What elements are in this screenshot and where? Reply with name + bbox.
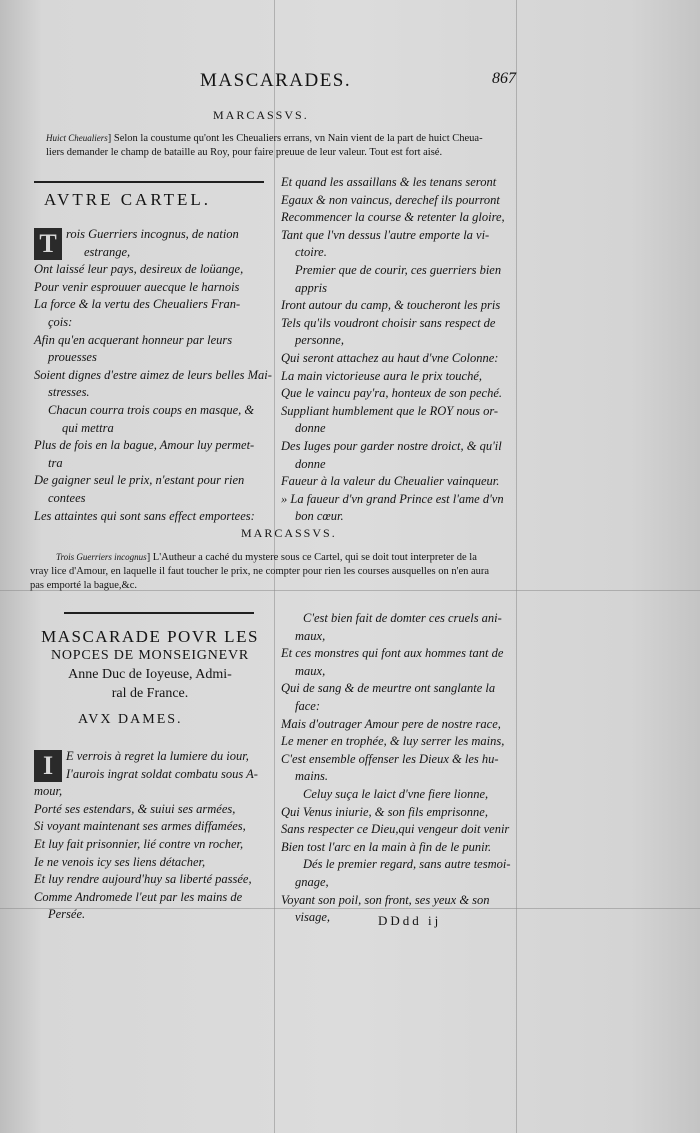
verse-line: prouesses — [48, 350, 97, 365]
verse-line: mour, — [34, 784, 63, 799]
verse-line: stresses. — [48, 385, 90, 400]
signature-mark: DDdd ij — [378, 913, 442, 928]
verse-line: Et ces monstres qui font aux hommes tant de — [281, 646, 504, 661]
verse-line: Persée. — [48, 907, 86, 922]
cartel-right-column — [281, 174, 517, 526]
cartel-left-column — [34, 226, 272, 525]
verse-line: Tant que l'vn dessus l'autre emporte la vi- — [281, 227, 490, 242]
verse-line: Qui seront attachez au haut d'vne Colonne: — [281, 350, 499, 365]
verse-line: Afin qu'en acquerant honneur par leurs — [34, 332, 233, 347]
verse-line: C'est bien fait de domter ces cruels ani- — [303, 611, 502, 625]
note-text: ] Selon la coustume qu'ont les Cheualiers errans, vn Nain vient de la part de huict Cheua- — [107, 133, 483, 144]
verse-line: donne — [295, 456, 326, 471]
verse-line: maux, — [295, 628, 326, 643]
verse-line: Celuy suça le laict d'vne fiere lionne, — [303, 786, 489, 801]
verse-line: Mais d'outrager Amour pere de nostre race, — [281, 716, 501, 731]
mascarade-title — [30, 627, 270, 703]
verse-line: Tels qu'ils voudront choisir sans respect de — [281, 315, 496, 330]
drop-cap: T — [34, 228, 62, 260]
section-rule — [34, 181, 264, 183]
verse-line: Qui de sang & de meurtre ont sanglante la — [281, 681, 496, 696]
verse-line: Des Iuges pour garder nostre droict, & qu'il — [281, 438, 502, 453]
title-line: ral de France. — [111, 686, 189, 701]
verse-line: Bien tost l'arc en la main à fin de le punir. — [281, 839, 492, 854]
annotation-note — [46, 131, 516, 160]
verse-line: Porté ses estendars, & suiui ses armées, — [34, 801, 236, 816]
page-number: 867 — [492, 70, 516, 87]
annotation-note — [30, 550, 520, 593]
verse-line: E verrois à regret la lumiere du iour, — [66, 749, 249, 763]
verse-line: Et luy rendre aujourd'huy sa liberté passée, — [34, 872, 252, 887]
verse-line: Egaux & non vaincus, derechef ils pourront — [281, 192, 500, 207]
note-text: ] L'Autheur a caché du mystere sous ce Cartel, qui se doit tout interpreter de la — [146, 552, 477, 563]
verse-line: Suppliant humblement que le ROY nous or- — [281, 403, 499, 418]
verse-line: Le mener en trophée, & luy serrer les mains, — [281, 734, 505, 749]
title-line: MASCARADE POVR LES — [41, 627, 259, 646]
subtitle: AVX DAMES. — [78, 712, 183, 727]
section-heading: MARCASSVS. — [213, 108, 309, 122]
verse-line: La main victorieuse aura le prix touché, — [281, 368, 483, 383]
verse-line: maux, — [295, 663, 326, 678]
verse-line: donne — [295, 421, 326, 436]
verse-line: Les attaintes qui sont sans effect emportees: — [34, 508, 255, 523]
note-key: Huict Cheualiers — [46, 133, 108, 143]
verse-line: tra — [48, 455, 63, 470]
verse-line: Chacun courra trois coups en masque, & — [48, 402, 255, 417]
verse-line: Si voyant maintenant ses armes diffamées, — [34, 819, 246, 834]
verse-line: Ie ne venois icy ses liens détacher, — [34, 854, 206, 869]
running-head: MASCARADES. — [200, 70, 352, 91]
verse-line: bon cœur. — [295, 509, 344, 524]
verse-line: Qui Venus iniurie, & son fils emprisonne, — [281, 804, 488, 819]
verse-line: mains. — [295, 769, 328, 784]
verse-line: Et quand les assaillans & les tenans seront — [281, 175, 497, 189]
verse-line: Recommencer la course & retenter la gloire, — [281, 210, 505, 225]
mascarade-right-column — [281, 610, 517, 927]
verse-line: La force & la vertu des Cheualiers Fran- — [34, 297, 241, 312]
section-rule — [64, 612, 254, 614]
verse-line: gnage, — [295, 874, 329, 889]
verse-line: contees — [48, 490, 86, 505]
verse-line: » La faueur d'vn grand Prince est l'ame d'vn — [281, 491, 504, 506]
section-heading: MARCASSVS. — [241, 526, 337, 540]
note-text: liers demander le champ de bataille au Roy, pour faire preuue de leur valeur. Tout est fort aisé. — [46, 147, 443, 158]
verse-line: face: — [295, 698, 320, 713]
note-text: pas emporté la bague,&c. — [30, 580, 137, 591]
verse-line: Sans respecter ce Dieu,qui vengeur doit venir — [281, 822, 510, 837]
verse-line: estrange, — [84, 244, 131, 259]
mascarade-left-column — [34, 748, 269, 924]
verse-line: Premier que de courir, ces guerriers bien — [295, 262, 502, 277]
title-line: NOPCES DE MONSEIGNEVR — [50, 648, 250, 663]
verse-line: Que le vaincu pay'ra, honteux de son peché. — [281, 386, 503, 401]
verse-line: De gaigner seul le prix, n'estant pour rien — [34, 473, 245, 488]
verse-line: Soient dignes d'estre aimez de leurs belles Mai- — [34, 367, 272, 382]
drop-cap: I — [34, 750, 62, 782]
verse-line: I'aurois ingrat soldat combatu sous A- — [66, 766, 258, 781]
verse-line: Pour venir esprouuer auecque le harnois — [34, 279, 240, 294]
title-line: Anne Duc de Ioyeuse, Admi- — [68, 667, 232, 682]
verse-line: Voyant son poil, son front, ses yeux & son — [281, 892, 490, 907]
verse-line: C'est ensemble offenser les Dieux & les hu- — [281, 751, 499, 766]
verse-line: visage, — [295, 910, 331, 925]
verse-line: Ont laissé leur pays, desireux de loüange, — [34, 262, 244, 277]
verse-line: Dés le premier regard, sans autre tesmoi- — [303, 857, 511, 872]
verse-line: ctoire. — [295, 245, 327, 260]
verse-line: Iront autour du camp, & toucheront les pris — [281, 298, 501, 313]
verse-line: appris — [295, 280, 327, 295]
note-key: Trois Guerriers incognus — [56, 552, 147, 562]
note-text: vray lice d'Amour, en laquelle il faut toucher le prix, ne compter pour rien les courses ausquelles on n'en aura — [30, 566, 490, 577]
verse-line: Faueur à la valeur du Cheualier vainqueur. — [281, 474, 500, 489]
verse-line: rois Guerriers incognus, de nation — [66, 227, 239, 241]
verse-line: Et luy fait prisonnier, lié contre vn rocher, — [34, 836, 244, 851]
verse-line: Comme Andromede l'eut par les mains de — [34, 889, 243, 904]
verse-line: personne, — [295, 333, 344, 348]
cartel-title: AVTRE CARTEL. — [44, 190, 212, 209]
verse-line: çois: — [48, 314, 73, 329]
verse-line: Plus de fois en la bague, Amour luy permet- — [34, 438, 255, 453]
verse-line: qui mettra — [62, 420, 114, 435]
